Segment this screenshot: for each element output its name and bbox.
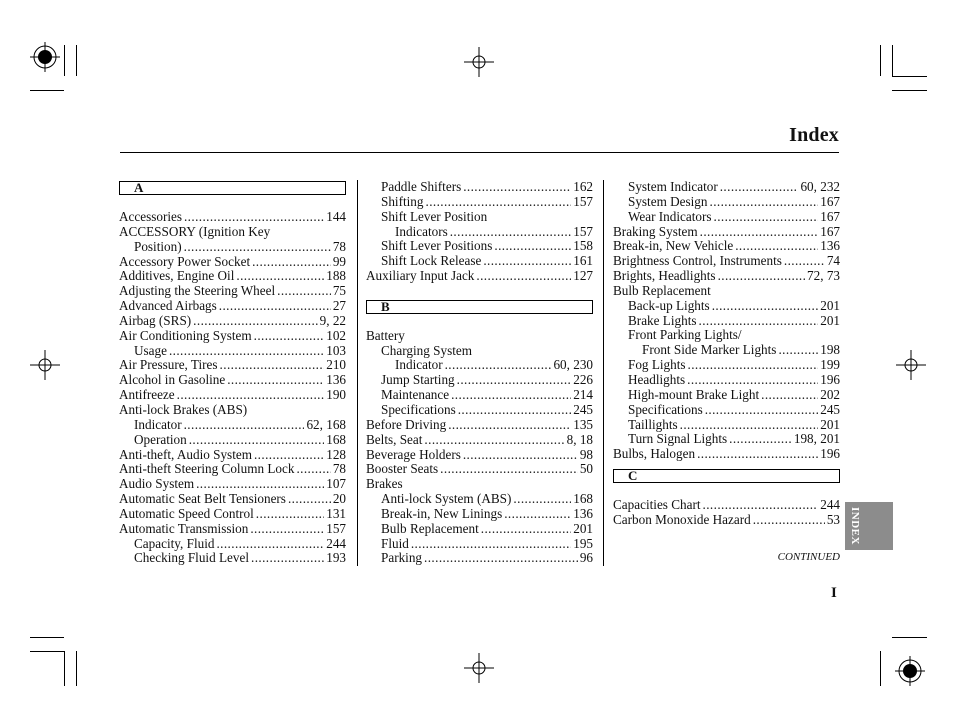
entry-name: Additives, Engine Oil bbox=[119, 268, 235, 284]
index-entry bbox=[119, 329, 346, 344]
entry-name: Carbon Monoxide Hazard bbox=[613, 511, 751, 527]
leader-dots bbox=[458, 403, 572, 418]
crosshair-icon bbox=[464, 653, 494, 683]
entry-name: ACCESSORY (Ignition Key bbox=[119, 223, 271, 239]
leader-dots bbox=[216, 537, 324, 552]
crop-mark bbox=[30, 90, 64, 91]
index-entry bbox=[119, 477, 346, 492]
leader-dots bbox=[687, 373, 818, 388]
index-entry bbox=[613, 210, 840, 225]
leader-dots bbox=[445, 358, 552, 373]
leader-dots bbox=[220, 358, 325, 373]
leader-dots bbox=[688, 358, 819, 373]
crosshair-icon bbox=[896, 350, 926, 380]
leader-dots bbox=[189, 433, 324, 448]
leader-dots bbox=[481, 522, 571, 537]
leader-dots bbox=[252, 255, 331, 270]
entry-name: Taillights bbox=[628, 416, 678, 432]
index-entry bbox=[366, 195, 593, 210]
entry-name: Automatic Transmission bbox=[119, 520, 249, 536]
entry-name: Automatic Speed Control bbox=[119, 505, 254, 521]
entry-name: Shift Lock Release bbox=[381, 253, 482, 269]
entry-page: 128 bbox=[326, 446, 346, 462]
entry-page: 62, 168 bbox=[306, 416, 346, 432]
entry-name: Checking Fluid Level bbox=[134, 550, 250, 566]
index-entry bbox=[613, 498, 840, 513]
leader-dots bbox=[700, 225, 819, 240]
index-entry bbox=[366, 418, 593, 433]
continued-note: CONTINUED bbox=[777, 551, 840, 563]
entry-name: System Indicator bbox=[628, 179, 718, 194]
entry-name: Indicator bbox=[134, 416, 182, 432]
index-entry bbox=[366, 433, 593, 448]
entry-name: Air Pressure, Tires bbox=[119, 357, 218, 373]
entry-name: High-mount Brake Light bbox=[628, 386, 760, 402]
entry-page: 167 bbox=[820, 223, 840, 239]
entry-page: 245 bbox=[820, 401, 840, 417]
entry-name: Brake Lights bbox=[628, 312, 697, 328]
index-entry bbox=[119, 507, 346, 522]
entry-page: 60, 230 bbox=[553, 357, 593, 373]
entry-name: Automatic Seat Belt Tensioners bbox=[119, 491, 286, 507]
leader-dots bbox=[729, 432, 792, 447]
index-entry bbox=[119, 492, 346, 507]
entry-name: Shifting bbox=[381, 193, 424, 209]
leader-dots bbox=[513, 492, 571, 507]
entry-name: Auxiliary Input Jack bbox=[366, 268, 475, 284]
leader-dots bbox=[288, 492, 331, 507]
entry-page: 245 bbox=[573, 401, 593, 417]
entry-name: Break-in, New Vehicle bbox=[613, 238, 734, 254]
entry-name: Bulb Replacement bbox=[613, 282, 711, 298]
leader-dots bbox=[450, 225, 571, 240]
entry-name: Anti-theft, Audio System bbox=[119, 446, 252, 462]
index-entry bbox=[613, 180, 840, 195]
registration-target-icon bbox=[30, 42, 60, 72]
entry-page: 75 bbox=[332, 283, 346, 299]
index-entry bbox=[119, 284, 346, 299]
crop-mark bbox=[892, 76, 927, 77]
leader-dots bbox=[277, 284, 331, 299]
entry-name: Adjusting the Steering Wheel bbox=[119, 283, 276, 299]
entry-name: Maintenance bbox=[381, 387, 450, 403]
leader-dots bbox=[451, 388, 571, 403]
entry-page: 8, 18 bbox=[566, 431, 593, 447]
crosshair-icon bbox=[30, 350, 60, 380]
entry-page: 107 bbox=[326, 476, 346, 492]
page-number: I bbox=[831, 585, 837, 601]
index-entry bbox=[366, 403, 593, 418]
entry-page: 98 bbox=[579, 446, 593, 462]
entry-page: 196 bbox=[820, 371, 840, 387]
index-entry bbox=[119, 462, 346, 477]
entry-name: Front Parking Lights/ bbox=[628, 327, 742, 343]
index-entry bbox=[366, 329, 593, 344]
section-letter-c: C bbox=[613, 469, 840, 483]
entry-page: 202 bbox=[820, 386, 840, 402]
column-divider bbox=[603, 180, 604, 566]
leader-dots bbox=[219, 299, 331, 314]
entry-name: Charging System bbox=[381, 342, 472, 358]
crop-mark bbox=[892, 637, 927, 638]
entry-name: Booster Seats bbox=[366, 461, 439, 477]
index-entry bbox=[613, 343, 840, 358]
entry-page: 193 bbox=[326, 550, 346, 566]
entry-page: 96 bbox=[579, 550, 593, 566]
entry-name: Specifications bbox=[628, 401, 703, 417]
leader-dots bbox=[703, 498, 819, 513]
entry-name: Advanced Airbags bbox=[119, 298, 217, 314]
entry-page: 210 bbox=[326, 357, 346, 373]
entry-list bbox=[366, 180, 593, 284]
entry-page: 244 bbox=[820, 497, 840, 513]
index-entry bbox=[613, 513, 840, 528]
entry-page: 144 bbox=[326, 209, 346, 224]
entry-name: Capacity, Fluid bbox=[134, 535, 215, 551]
entry-name: Braking System bbox=[613, 223, 698, 239]
leader-dots bbox=[697, 447, 818, 462]
entry-page: 20 bbox=[332, 491, 346, 507]
index-entry bbox=[119, 314, 346, 329]
entry-name: Anti-theft Steering Column Lock bbox=[119, 461, 295, 477]
entry-name: Fog Lights bbox=[628, 357, 686, 373]
leader-dots bbox=[296, 462, 330, 477]
entry-page: 50 bbox=[579, 461, 593, 477]
index-entry bbox=[119, 344, 346, 359]
entry-page: 78 bbox=[332, 238, 346, 254]
index-entry bbox=[119, 373, 346, 388]
entry-name: Back-up Lights bbox=[628, 297, 710, 313]
entry-page: 201 bbox=[573, 520, 593, 536]
leader-dots bbox=[250, 522, 324, 537]
crop-mark bbox=[76, 651, 77, 686]
entry-name: Position) bbox=[134, 238, 182, 254]
entry-name: Accessory Power Socket bbox=[119, 253, 251, 269]
index-entry bbox=[366, 225, 593, 240]
leader-dots bbox=[411, 537, 571, 552]
entry-name: Shift Lever Position bbox=[381, 208, 488, 224]
entry-name: Brakes bbox=[366, 476, 403, 492]
entry-name: Operation bbox=[134, 431, 187, 447]
entry-name: System Design bbox=[628, 193, 708, 209]
crop-mark bbox=[892, 90, 927, 91]
crop-mark bbox=[880, 45, 881, 76]
section-letter-b: B bbox=[366, 300, 593, 314]
header-rule bbox=[120, 152, 839, 153]
entry-page: 167 bbox=[820, 208, 840, 224]
index-entry bbox=[613, 373, 840, 388]
entry-page: 157 bbox=[573, 193, 593, 209]
index-entry bbox=[119, 403, 346, 418]
entry-name: Parking bbox=[381, 550, 423, 566]
index-entry bbox=[119, 551, 346, 566]
entry-page: 188 bbox=[326, 268, 346, 284]
side-tab-label: INDEX bbox=[849, 507, 861, 545]
entry-name: Brightness Control, Instruments bbox=[613, 253, 782, 269]
leader-dots bbox=[680, 418, 819, 433]
leader-dots bbox=[476, 269, 571, 284]
leader-dots bbox=[735, 239, 818, 254]
leader-dots bbox=[236, 269, 324, 284]
crop-mark bbox=[30, 637, 64, 638]
index-entry bbox=[119, 210, 346, 225]
leader-dots bbox=[184, 210, 324, 225]
leader-dots bbox=[718, 269, 805, 284]
leader-dots bbox=[193, 314, 317, 329]
leader-dots bbox=[720, 180, 799, 195]
leader-dots bbox=[256, 507, 324, 522]
index-entry bbox=[613, 418, 840, 433]
index-entry bbox=[366, 358, 593, 373]
entry-page: 161 bbox=[573, 253, 593, 269]
leader-dots bbox=[714, 210, 819, 225]
leader-dots bbox=[254, 448, 324, 463]
leader-dots bbox=[463, 180, 571, 195]
index-entry bbox=[613, 432, 840, 447]
leader-dots bbox=[448, 418, 571, 433]
index-entry bbox=[366, 239, 593, 254]
entry-page: 195 bbox=[573, 535, 593, 551]
column-divider bbox=[357, 180, 358, 566]
index-entry bbox=[366, 537, 593, 552]
index-entry bbox=[119, 388, 346, 403]
leader-dots bbox=[710, 195, 819, 210]
leader-dots bbox=[483, 254, 571, 269]
entry-name: Antifreeze bbox=[119, 387, 175, 403]
leader-dots bbox=[169, 344, 324, 359]
entry-name: Bulbs, Halogen bbox=[613, 446, 696, 462]
entry-page: 201 bbox=[820, 416, 840, 432]
leader-dots bbox=[440, 462, 578, 477]
index-entry bbox=[366, 507, 593, 522]
entry-name: Indicator bbox=[395, 357, 443, 373]
leader-dots bbox=[184, 418, 305, 433]
entry-page: 201 bbox=[820, 312, 840, 328]
entry-page: 201 bbox=[820, 297, 840, 313]
leader-dots bbox=[761, 388, 818, 403]
entry-list bbox=[613, 498, 840, 528]
index-entry bbox=[119, 537, 346, 552]
entry-page: 99 bbox=[332, 253, 346, 269]
index-entry bbox=[119, 269, 346, 284]
index-entry bbox=[613, 195, 840, 210]
entry-page: 199 bbox=[820, 357, 840, 373]
leader-dots bbox=[699, 314, 819, 329]
entry-page: 131 bbox=[326, 505, 346, 521]
registration-target-icon bbox=[895, 656, 925, 686]
entry-page: 226 bbox=[573, 372, 593, 388]
leader-dots bbox=[196, 477, 324, 492]
index-column-2 bbox=[366, 180, 593, 566]
index-entry bbox=[613, 388, 840, 403]
leader-dots bbox=[177, 388, 325, 403]
index-entry bbox=[613, 314, 840, 329]
index-entry bbox=[119, 225, 346, 240]
entry-name: Fluid bbox=[381, 535, 409, 551]
entry-page: 27 bbox=[332, 298, 346, 314]
entry-list bbox=[613, 180, 840, 462]
entry-name: Beverage Holders bbox=[366, 446, 461, 462]
entry-page: 157 bbox=[573, 223, 593, 239]
entry-name: Paddle Shifters bbox=[381, 179, 462, 194]
leader-dots bbox=[424, 551, 578, 566]
index-entry bbox=[613, 447, 840, 462]
entry-page: 102 bbox=[326, 327, 346, 343]
index-entry bbox=[366, 448, 593, 463]
leader-dots bbox=[254, 329, 325, 344]
entry-page: 162 bbox=[573, 179, 593, 194]
entry-page: 167 bbox=[820, 193, 840, 209]
index-entry bbox=[613, 284, 840, 299]
entry-page: 244 bbox=[326, 535, 346, 551]
entry-name: Turn Signal Lights bbox=[628, 431, 728, 447]
entry-page: 196 bbox=[820, 446, 840, 462]
section-letter-a: A bbox=[119, 181, 346, 195]
entry-list bbox=[366, 329, 593, 567]
entry-name: Specifications bbox=[381, 401, 456, 417]
leader-dots bbox=[457, 373, 572, 388]
index-entry bbox=[366, 210, 593, 225]
entry-name: Front Side Marker Lights bbox=[642, 342, 777, 358]
index-entry bbox=[613, 403, 840, 418]
leader-dots bbox=[184, 240, 331, 255]
index-column-1 bbox=[119, 180, 346, 566]
crop-mark bbox=[76, 45, 77, 76]
index-entry bbox=[366, 522, 593, 537]
index-entry bbox=[366, 462, 593, 477]
entry-page: 158 bbox=[573, 238, 593, 254]
entry-page: 190 bbox=[326, 387, 346, 403]
entry-name: Headlights bbox=[628, 371, 686, 387]
entry-page: 136 bbox=[820, 238, 840, 254]
entry-name: Before Driving bbox=[366, 416, 447, 432]
leader-dots bbox=[705, 403, 819, 418]
entry-name: Bulb Replacement bbox=[381, 520, 479, 536]
entry-page: 136 bbox=[573, 505, 593, 521]
index-entry bbox=[119, 299, 346, 314]
entry-name: Alcohol in Gasoline bbox=[119, 372, 226, 388]
crop-mark bbox=[880, 651, 881, 686]
index-entry bbox=[613, 299, 840, 314]
index-entry bbox=[613, 269, 840, 284]
entry-page: 53 bbox=[826, 511, 840, 527]
entry-name: Shift Lever Positions bbox=[381, 238, 493, 254]
leader-dots bbox=[227, 373, 324, 388]
entry-page: 135 bbox=[573, 416, 593, 432]
entry-name: Indicators bbox=[395, 223, 448, 239]
index-entry bbox=[119, 418, 346, 433]
entry-page: 74 bbox=[826, 253, 840, 269]
leader-dots bbox=[426, 195, 572, 210]
index-entry bbox=[613, 225, 840, 240]
index-entry bbox=[613, 254, 840, 269]
crop-mark bbox=[30, 651, 64, 652]
entry-page: 168 bbox=[573, 491, 593, 507]
leader-dots bbox=[494, 239, 571, 254]
index-side-tab bbox=[845, 502, 893, 550]
leader-dots bbox=[753, 513, 825, 528]
index-entry bbox=[366, 477, 593, 492]
page-title: Index bbox=[789, 124, 839, 146]
entry-name: Audio System bbox=[119, 476, 195, 492]
entry-page: 214 bbox=[573, 387, 593, 403]
crop-mark bbox=[64, 651, 65, 686]
entry-page: 127 bbox=[573, 268, 593, 284]
entry-name: Accessories bbox=[119, 209, 182, 224]
leader-dots bbox=[251, 551, 324, 566]
leader-dots bbox=[778, 343, 818, 358]
entry-name: Jump Starting bbox=[381, 372, 455, 388]
entry-list bbox=[119, 210, 346, 566]
entry-page: 198 bbox=[820, 342, 840, 358]
entry-name: Wear Indicators bbox=[628, 208, 712, 224]
index-column-3 bbox=[613, 180, 840, 528]
entry-name: Anti-lock System (ABS) bbox=[381, 491, 512, 507]
entry-name: Brights, Headlights bbox=[613, 268, 716, 284]
leader-dots bbox=[712, 299, 819, 314]
entry-name: Usage bbox=[134, 342, 167, 358]
index-entry bbox=[366, 373, 593, 388]
entry-name: Belts, Seat bbox=[366, 431, 423, 447]
index-entry bbox=[119, 433, 346, 448]
index-entry bbox=[366, 180, 593, 195]
entry-page: 198, 201 bbox=[793, 431, 840, 447]
entry-name: Capacities Chart bbox=[613, 497, 701, 513]
index-entry bbox=[119, 358, 346, 373]
index-entry bbox=[366, 269, 593, 284]
entry-name: Anti-lock Brakes (ABS) bbox=[119, 401, 248, 417]
index-entry bbox=[613, 328, 840, 343]
entry-name: Battery bbox=[366, 327, 405, 343]
index-entry bbox=[119, 448, 346, 463]
leader-dots bbox=[424, 433, 564, 448]
entry-page: 9, 22 bbox=[319, 312, 346, 328]
entry-page: 157 bbox=[326, 520, 346, 536]
index-entry bbox=[366, 254, 593, 269]
entry-page: 136 bbox=[326, 372, 346, 388]
index-entry bbox=[366, 344, 593, 359]
index-entry bbox=[119, 240, 346, 255]
index-entry bbox=[366, 551, 593, 566]
index-entry bbox=[119, 255, 346, 270]
crosshair-icon bbox=[464, 47, 494, 77]
index-entry bbox=[613, 239, 840, 254]
leader-dots bbox=[784, 254, 825, 269]
index-entry bbox=[119, 522, 346, 537]
entry-page: 168 bbox=[326, 431, 346, 447]
entry-page: 78 bbox=[332, 461, 346, 477]
index-entry bbox=[366, 492, 593, 507]
leader-dots bbox=[463, 448, 578, 463]
entry-name: Air Conditioning System bbox=[119, 327, 252, 343]
entry-page: 103 bbox=[326, 342, 346, 358]
index-entry bbox=[613, 358, 840, 373]
crop-mark bbox=[892, 45, 893, 76]
index-entry bbox=[366, 388, 593, 403]
entry-page: 60, 232 bbox=[800, 179, 840, 194]
entry-name: Airbag (SRS) bbox=[119, 312, 192, 328]
leader-dots bbox=[504, 507, 571, 522]
entry-page: 72, 73 bbox=[807, 268, 840, 284]
crop-mark bbox=[64, 45, 65, 76]
entry-name: Break-in, New Linings bbox=[381, 505, 503, 521]
